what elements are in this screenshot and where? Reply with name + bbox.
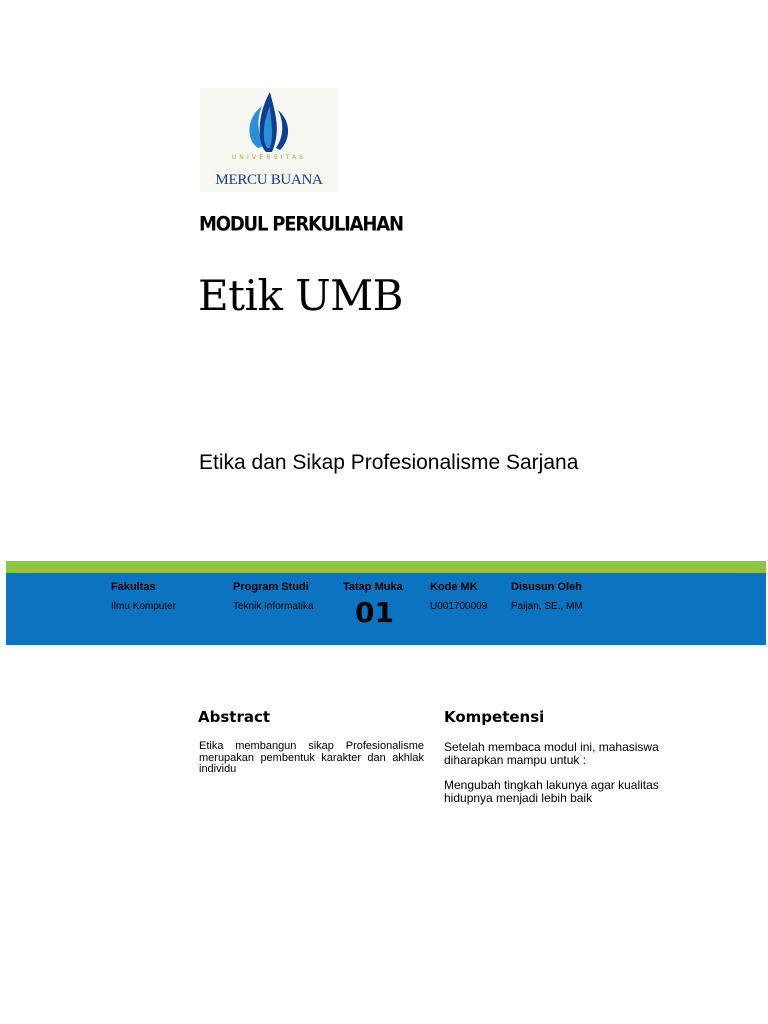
green-accent-bar bbox=[6, 561, 766, 573]
program-studi-column bbox=[233, 580, 314, 614]
program-studi-label: Program Studi bbox=[233, 581, 309, 593]
logo-university-name: MERCU BUANA bbox=[215, 172, 323, 188]
tatap-muka-value: 01 bbox=[355, 596, 394, 629]
course-info-band bbox=[6, 573, 766, 645]
kompetensi-paragraph: Mengubah tingkah lakunya agar kualitas hidupnya menjadi lebih baik bbox=[444, 778, 659, 805]
kompetensi-title: Kompetensi bbox=[444, 708, 545, 726]
fakultas-label: Fakultas bbox=[111, 581, 156, 593]
fakultas-value: Ilmu Komputer bbox=[111, 601, 177, 612]
tatap-muka-label: Tatap Muka bbox=[343, 581, 403, 593]
disusun-oleh-column bbox=[511, 580, 583, 614]
abstract-text: Etika membangun sikap Profesionalisme merupakan pembentuk karakter dan akhlak individu bbox=[199, 740, 424, 775]
flame-emblem-icon bbox=[200, 88, 338, 158]
course-subtitle: Etika dan Sikap Profesionalisme Sarjana bbox=[199, 451, 579, 474]
kompetensi-paragraph: Setelah membaca modul ini, mahasiswa diharapkan mampu untuk : bbox=[444, 740, 659, 767]
abstract-title: Abstract bbox=[198, 708, 271, 726]
disusun-oleh-label: Disusun Oleh bbox=[511, 581, 582, 593]
module-heading: MODUL PERKULIAHAN bbox=[199, 213, 403, 237]
kode-mk-value: U001700009 bbox=[430, 601, 488, 612]
program-studi-value: Teknik Informatika bbox=[233, 601, 314, 612]
university-logo bbox=[200, 88, 338, 192]
course-title: Etik UMB bbox=[198, 271, 404, 320]
disusun-oleh-value: Paijan, SE., MM bbox=[511, 601, 583, 612]
logo-university-label: UNIVERSITAS bbox=[231, 154, 307, 161]
kompetensi-text bbox=[444, 741, 684, 817]
kode-mk-column bbox=[430, 580, 487, 614]
fakultas-column bbox=[111, 580, 176, 614]
kode-mk-label: Kode MK bbox=[430, 581, 478, 593]
tatap-muka-column bbox=[343, 580, 403, 628]
